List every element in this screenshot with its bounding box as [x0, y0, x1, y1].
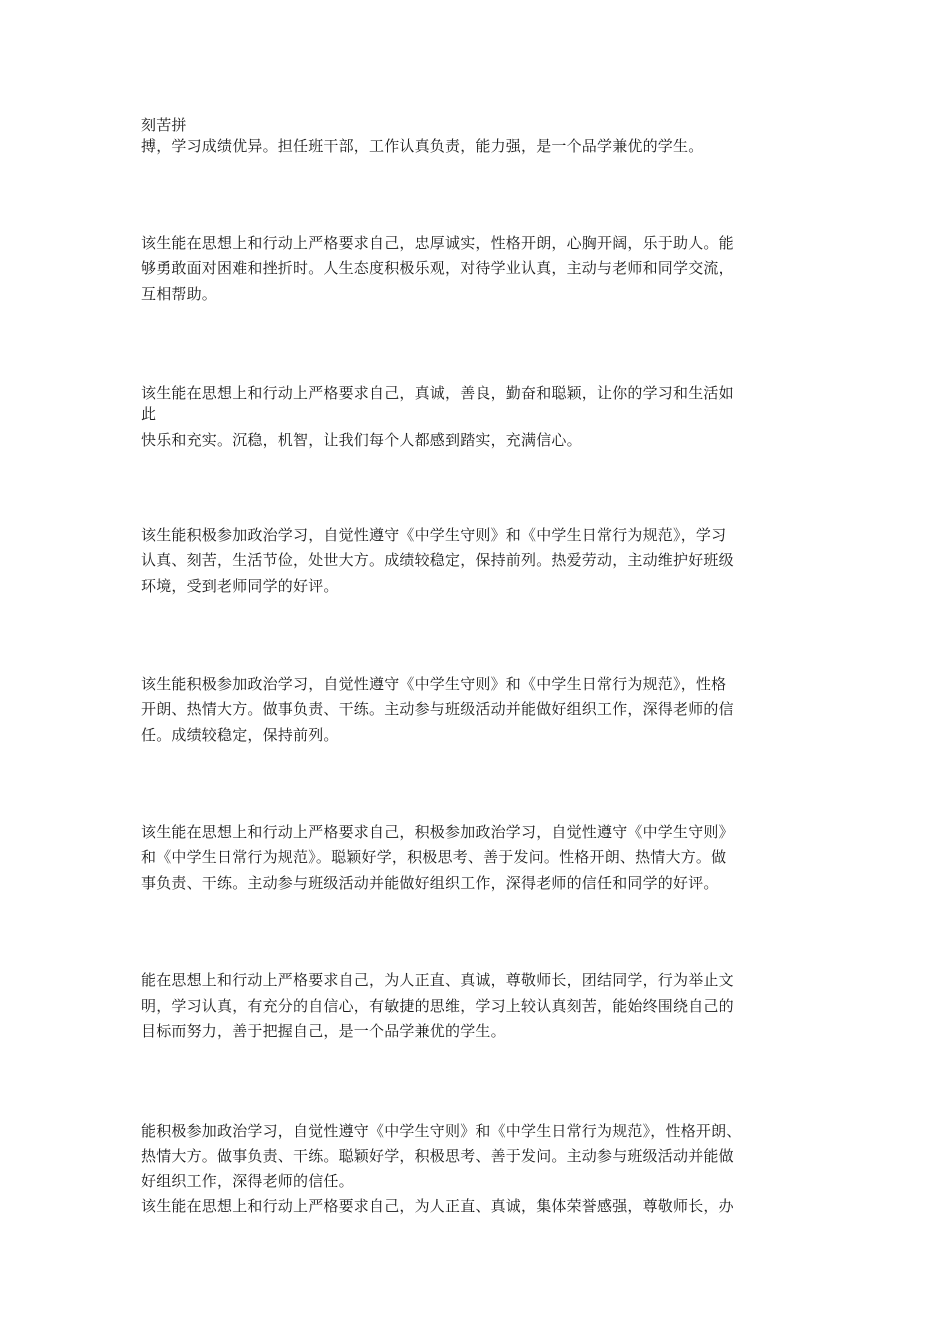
- text-line: 热情大方。做事负责、干练。聪颖好学，积极思考、善于发问。主动参与班级活动并能做: [141, 1147, 734, 1165]
- text-line: 开朗、热情大方。做事负责、干练。主动参与班级活动并能做好组织工作，深得老师的信: [141, 700, 734, 718]
- text-line: 该生能在思想上和行动上严格要求自己，为人正直、真诚，集体荣誉感强，尊敬师长，办: [141, 1197, 734, 1215]
- text-line: 任。成绩较稳定，保持前列。: [141, 726, 339, 744]
- text-line: 和《中学生日常行为规范》。聪颖好学，积极思考、善于发问。性格开朗、热情大方。做: [141, 848, 727, 866]
- text-line: 事负责、干练。主动参与班级活动并能做好组织工作，深得老师的信任和同学的好评。: [141, 874, 719, 892]
- text-line: 该生能积极参加政治学习，自觉性遵守《中学生守则》和《中学生日常行为规范》，性格: [141, 675, 727, 693]
- text-line: 互相帮助。: [141, 285, 218, 303]
- text-line: 目标而努力，善于把握自己，是一个品学兼优的学生。: [141, 1022, 506, 1040]
- text-line: 环境，受到老师同学的好评。: [141, 577, 339, 595]
- text-line: 该生能在思想上和行动上严格要求自己，真诚，善良，勤奋和聪颖，让你的学习和生活如: [141, 384, 734, 402]
- text-line: 好组织工作，深得老师的信任。: [141, 1172, 354, 1190]
- text-line: 明，学习认真，有充分的自信心，有敏捷的思维，学习上较认真刻苦，能始终围绕自己的: [141, 997, 734, 1015]
- text-line: 该生能在思想上和行动上严格要求自己，忠厚诚实，性格开朗，心胸开阔，乐于助人。能: [141, 234, 734, 252]
- text-line: 认真、刻苦，生活节俭，处世大方。成绩较稳定，保持前列。热爱劳动，主动维护好班级: [141, 551, 734, 569]
- text-line: 该生能在思想上和行动上严格要求自己，积极参加政治学习，自觉性遵守《中学生守则》: [141, 823, 734, 841]
- text-line: 此: [141, 405, 157, 423]
- text-line: 快乐和充实。沉稳，机智，让我们每个人都感到踏实，充满信心。: [141, 431, 582, 449]
- text-line: 刻苦拼: [141, 116, 187, 134]
- text-line: 够勇敢面对困难和挫折时。人生态度积极乐观，对待学业认真，主动与老师和同学交流，: [141, 259, 734, 277]
- text-line: 该生能积极参加政治学习，自觉性遵守《中学生守则》和《中学生日常行为规范》，学习: [141, 526, 727, 544]
- text-line: 能积极参加政治学习，自觉性遵守《中学生守则》和《中学生日常行为规范》，性格开朗、: [141, 1122, 742, 1140]
- text-line: 搏，学习成绩优异。担任班干部，工作认真负责，能力强，是一个品学兼优的学生。: [141, 137, 704, 155]
- text-line: 能在思想上和行动上严格要求自己，为人正直、真诚，尊敬师长，团结同学，行为举止文: [141, 971, 734, 989]
